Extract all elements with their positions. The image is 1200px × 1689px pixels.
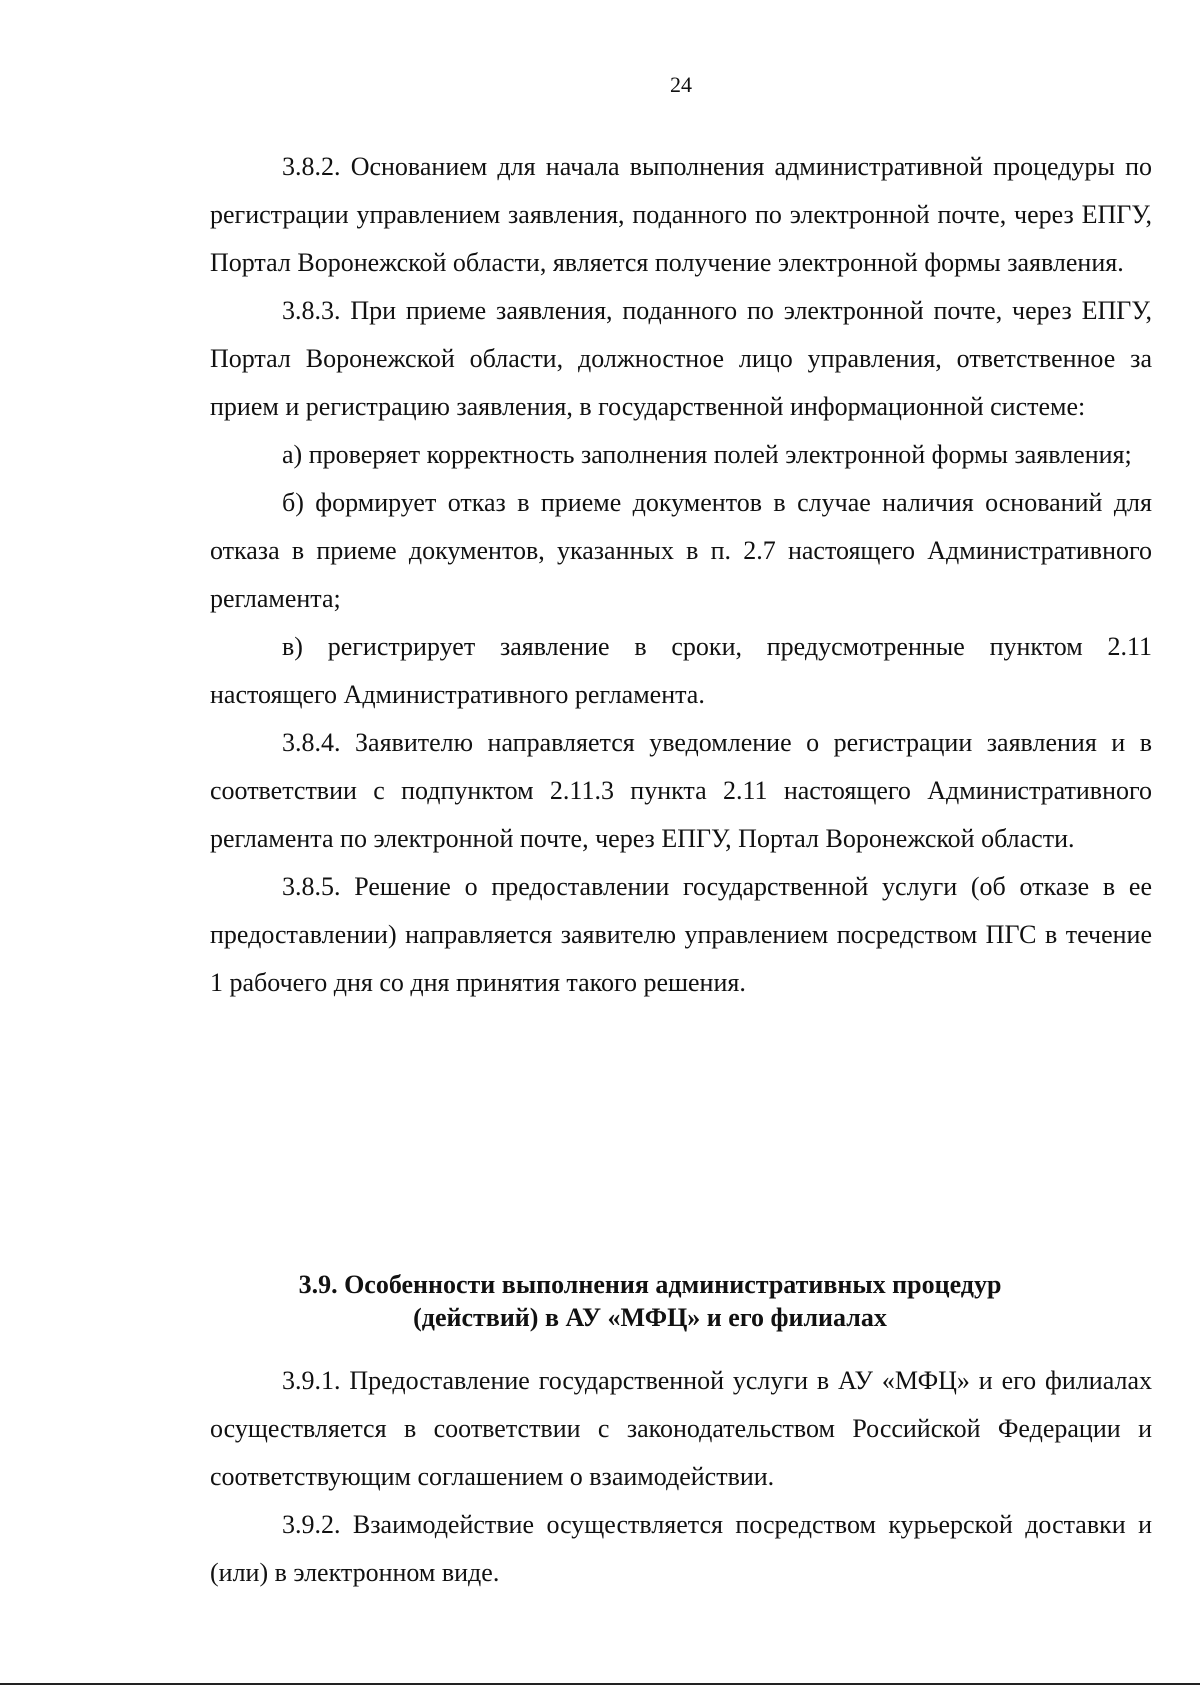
paragraph-3-9-2: 3.9.2. Взаимодействие осуществляется посредством курьерской доставки и (или) в электронном виде. [210,1510,1152,1587]
paragraph-3-8-2: 3.8.2. Основанием для начала выполнения административной процедуры по регистрации управлением заявления, поданного по электронной почте, через ЕПГУ, Портал Воронежской области, является получение электронной формы заявления. [210,152,1152,277]
body-text-bottom [210,1357,1152,1597]
paragraph-item-a: а) проверяет корректность заполнения полей электронной формы заявления; [282,440,1132,469]
paragraph-item-b: б) формирует отказ в приеме документов в случае наличия оснований для отказа в приеме документов, указанных в п. 2.7 настоящего Административного регламента; [210,488,1152,613]
paragraph-3-8-4: 3.8.4. Заявителю направляется уведомление о регистрации заявления и в соответствии с подпунктом 2.11.3 пункта 2.11 настоящего Административного регламента по электронной почте, через ЕПГУ, Портал Воронежской области. [210,728,1152,853]
paragraph-3-8-3: 3.8.3. При приеме заявления, поданного по электронной почте, через ЕПГУ, Портал Воронежской области, должностное лицо управления, ответственное за прием и регистрацию заявления, в государственной информационной системе: [210,296,1152,421]
section-heading-3-9 [0,1268,1200,1334]
body-text-top [210,143,1152,1007]
paragraph-item-v: в) регистрирует заявление в сроки, предусмотренные пунктом 2.11 настоящего Административного регламента. [210,632,1152,709]
page-number: 24 [670,72,692,97]
section-heading-line-1: 3.9. Особенности выполнения административных процедур [298,1270,1002,1299]
section-heading-line-2: (действий) в АУ «МФЦ» и его филиалах [413,1303,887,1332]
paragraph-3-9-1: 3.9.1. Предоставление государственной услуги в АУ «МФЦ» и его филиалах осуществляется в соответствии с законодательством Российской Федерации и соответствующим соглашением о взаимодействии. [210,1366,1152,1491]
paragraph-3-8-5: 3.8.5. Решение о предоставлении государственной услуги (об отказе в ее предоставлении) направляется заявителю управлением посредством ПГС в течение 1 рабочего дня со дня принятия такого решения. [210,872,1152,997]
page-bottom-edge [0,1683,1200,1685]
